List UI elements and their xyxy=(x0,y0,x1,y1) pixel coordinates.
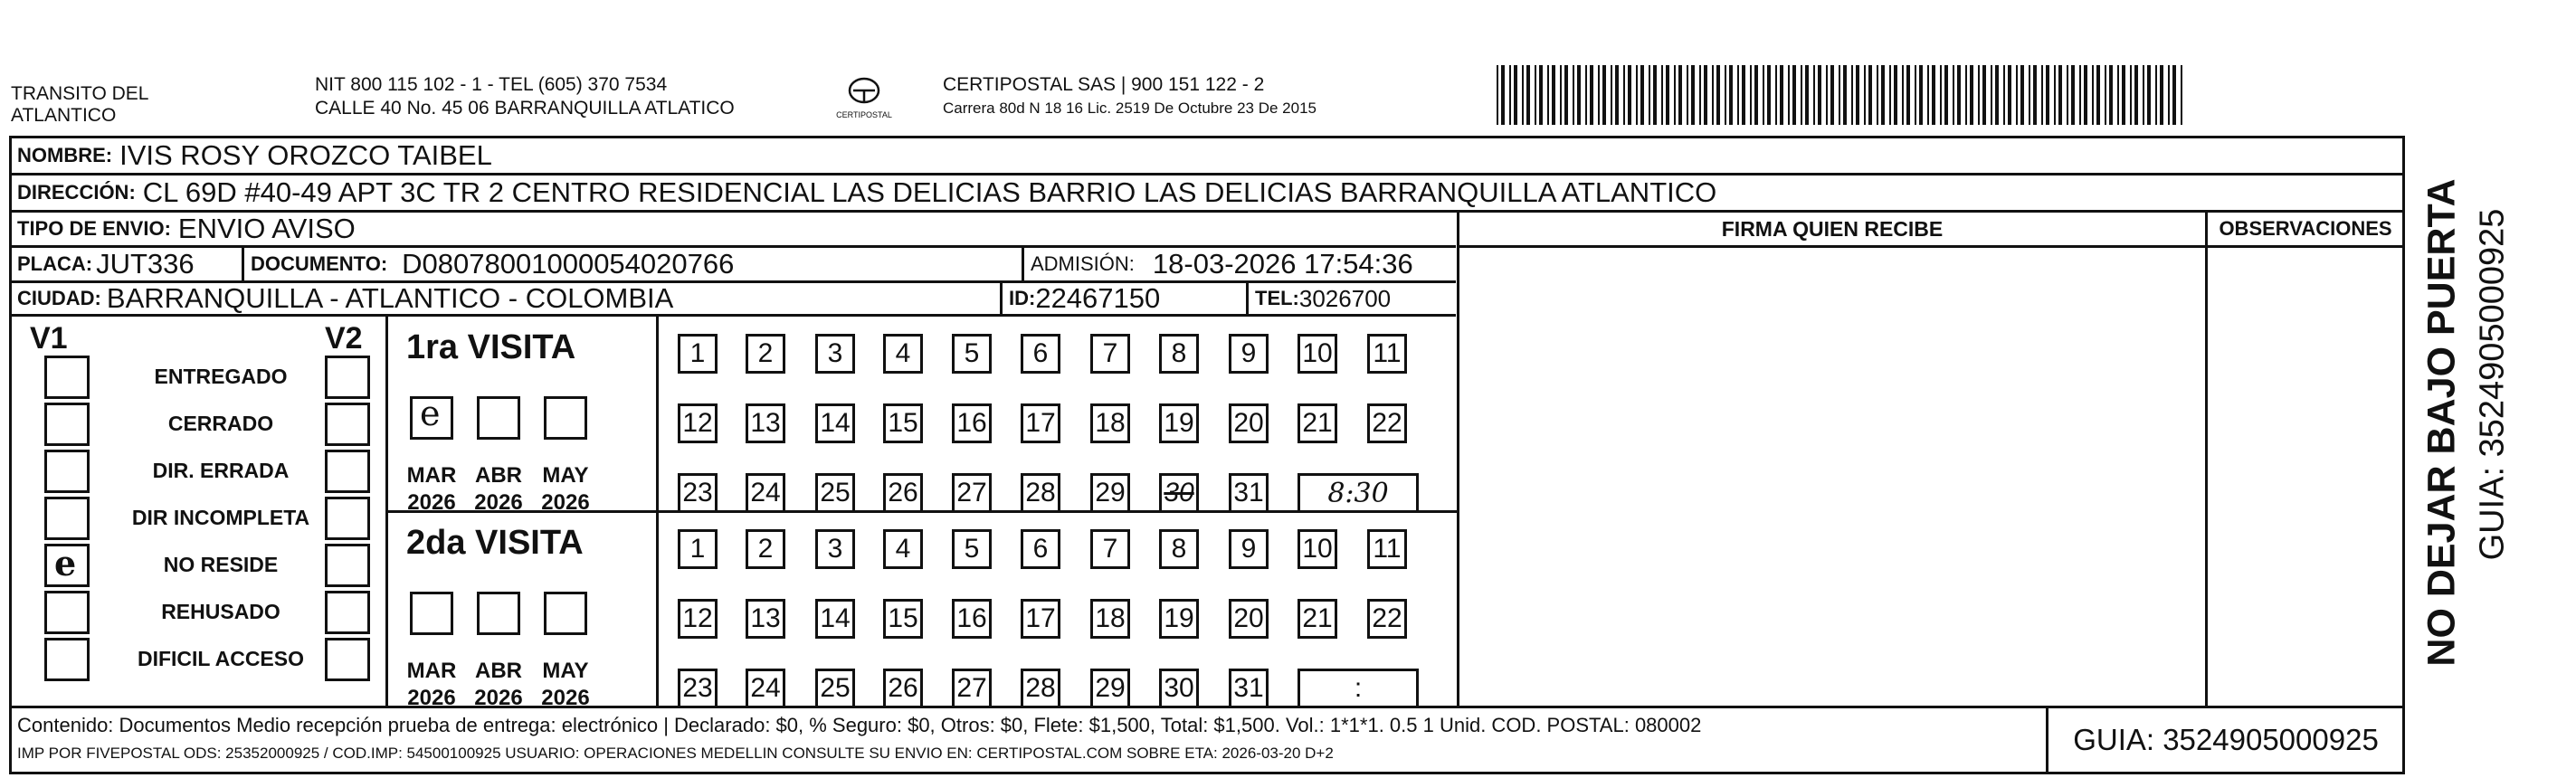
second-visit-day-box[interactable]: 2 xyxy=(746,529,785,569)
second-visit-month-checkbox[interactable] xyxy=(477,592,520,635)
first-visit-day-box[interactable]: 27 xyxy=(952,473,992,513)
footer-guia: GUIA: 3524905000925 xyxy=(2073,723,2379,756)
second-visit-day-box[interactable]: 27 xyxy=(952,669,992,708)
second-visit-day-box[interactable]: 5 xyxy=(952,529,992,569)
second-visit-day-box[interactable]: 7 xyxy=(1090,529,1130,569)
status-label: DIR. ERRADA xyxy=(152,459,290,482)
second-visit-day-box[interactable]: 31 xyxy=(1229,669,1269,708)
first-visit-day-box[interactable]: 21 xyxy=(1298,403,1337,443)
documento-value: D08078001000054020766 xyxy=(402,248,735,280)
first-visit-time-box[interactable]: 8:30 xyxy=(1298,473,1419,513)
observaciones-area[interactable] xyxy=(2209,248,2402,706)
month-year: 2026 xyxy=(407,686,456,710)
second-visit-month-checkbox[interactable] xyxy=(410,592,453,635)
status-label: DIFICIL ACCESO xyxy=(137,647,304,670)
first-visit-day-box[interactable]: 16 xyxy=(952,403,992,443)
status-label: REHUSADO xyxy=(161,600,280,623)
second-visit-day-box[interactable]: 14 xyxy=(815,599,855,639)
first-visit-day-box[interactable]: 11 xyxy=(1367,334,1407,374)
second-visit-day-box[interactable]: 18 xyxy=(1090,599,1130,639)
id-label: ID: xyxy=(1009,287,1036,309)
side-notice: NO DEJAR BAJO PUERTA xyxy=(2419,178,2464,667)
v1-checkbox[interactable] xyxy=(44,356,90,399)
tipo-row xyxy=(12,213,1456,245)
documento-label: DOCUMENTO: xyxy=(251,252,388,275)
certipostal-logo xyxy=(834,72,894,127)
first-visit-day-box[interactable]: 7 xyxy=(1090,334,1130,374)
v2-checkbox[interactable] xyxy=(325,356,370,399)
first-visit-day-box[interactable]: 1 xyxy=(678,334,718,374)
form-box xyxy=(9,136,2405,774)
first-visit-day-box[interactable]: 15 xyxy=(883,403,923,443)
direccion-row xyxy=(12,176,2402,210)
month-name: ABR xyxy=(475,463,522,488)
admision-cell xyxy=(1025,248,1456,280)
ciudad-label: CIUDAD: xyxy=(17,287,101,309)
v1-checkbox[interactable] xyxy=(44,591,90,634)
v2-label: V2 xyxy=(325,321,363,356)
first-visit-day-box[interactable]: 18 xyxy=(1090,403,1130,443)
status-label: CERRADO xyxy=(167,412,274,435)
v1-checkbox[interactable] xyxy=(44,544,90,587)
second-visit-day-box[interactable]: 24 xyxy=(746,669,785,708)
id-value: 22467150 xyxy=(1035,282,1161,314)
first-visit-month-checkbox[interactable] xyxy=(544,396,587,440)
v2-checkbox[interactable] xyxy=(325,591,370,634)
second-visit-time-box[interactable]: : xyxy=(1298,669,1419,708)
placa-cell xyxy=(12,248,238,280)
first-visit-day-box[interactable]: 8 xyxy=(1159,334,1199,374)
first-visit-day-box[interactable]: 3 xyxy=(815,334,855,374)
firma-area[interactable] xyxy=(1459,248,2205,706)
second-visit-day-box[interactable]: 25 xyxy=(815,669,855,708)
first-visit-day-box[interactable]: 20 xyxy=(1229,403,1269,443)
first-visit-day-box[interactable]: 2 xyxy=(746,334,785,374)
second-visit-day-box[interactable]: 3 xyxy=(815,529,855,569)
courier-name: CERTIPOSTAL SAS | 900 151 122 - 2 xyxy=(943,74,1265,95)
logo-text: CERTIPOSTAL xyxy=(836,110,892,119)
org-address: CALLE 40 No. 45 06 BARRANQUILLA ATLATICO xyxy=(315,98,735,119)
month-name: MAY xyxy=(542,659,589,683)
second-visit-day-box[interactable]: 20 xyxy=(1229,599,1269,639)
nombre-label: NOMBRE: xyxy=(17,144,113,166)
ciudad-cell xyxy=(12,283,998,314)
first-visit-month-label xyxy=(538,462,593,517)
first-visit-day-box[interactable]: 14 xyxy=(815,403,855,443)
status-label: ENTREGADO xyxy=(154,365,288,388)
tipo-value: ENVIO AVISO xyxy=(177,213,356,244)
first-visit-month-checkbox[interactable] xyxy=(410,396,453,440)
side-notice-wrap xyxy=(2410,165,2474,680)
v1-checkbox[interactable] xyxy=(44,638,90,681)
first-visit-day-box[interactable]: 25 xyxy=(815,473,855,513)
second-visit-day-box[interactable]: 30 xyxy=(1159,669,1199,708)
month-name: ABR xyxy=(475,659,522,683)
org-line-2: ATLANTICO xyxy=(11,105,117,126)
month-year: 2026 xyxy=(474,490,523,515)
first-visit-month-label xyxy=(404,462,459,517)
month-year: 2026 xyxy=(541,686,590,710)
documento-cell xyxy=(245,248,1005,280)
second-visit-day-box[interactable]: 15 xyxy=(883,599,923,639)
v2-checkbox[interactable] xyxy=(325,544,370,587)
first-visit-month-label xyxy=(471,462,526,517)
v1-checkbox[interactable] xyxy=(44,450,90,493)
second-visit-day-box[interactable]: 19 xyxy=(1159,599,1199,639)
v2-checkbox[interactable] xyxy=(325,450,370,493)
month-name: MAR xyxy=(406,463,457,488)
placa-value: JUT336 xyxy=(96,248,195,280)
direccion-label: DIRECCIÓN: xyxy=(17,181,136,204)
side-guia: GUIA: 3524905000925 xyxy=(2473,208,2512,561)
tel-label: TEL: xyxy=(1255,287,1299,309)
first-visit-month-checkbox[interactable] xyxy=(477,396,520,440)
first-visit-day-box[interactable]: 13 xyxy=(746,403,785,443)
status-label: NO RESIDE xyxy=(163,553,279,576)
v1-handwritten-mark: e xyxy=(54,543,77,584)
org-nit: NIT 800 115 102 - 1 - TEL (605) 370 7534 xyxy=(315,74,668,95)
month-year: 2026 xyxy=(541,490,590,515)
second-visit-month-label xyxy=(471,658,526,712)
month-name: MAY xyxy=(542,463,589,488)
second-visit-day-box[interactable]: 23 xyxy=(678,669,718,708)
courier-license: Carrera 80d N 18 16 Lic. 2519 De Octubre 23 De 2015 xyxy=(943,100,1317,117)
barcode-icon xyxy=(1495,65,2188,125)
admision-value: 18-03-2026 17:54:36 xyxy=(1152,248,1413,280)
org-name xyxy=(11,83,148,127)
first-visit-title: 1ra VISITA xyxy=(406,328,576,366)
first-visit-day-box[interactable]: 30 xyxy=(1159,473,1199,513)
second-visit-day-box[interactable]: 29 xyxy=(1090,669,1130,708)
second-visit-day-box[interactable]: 9 xyxy=(1229,529,1269,569)
v2-checkbox[interactable] xyxy=(325,403,370,446)
first-visit-day-box[interactable]: 26 xyxy=(883,473,923,513)
v1-checkbox[interactable] xyxy=(44,497,90,540)
direccion-value: CL 69D #40-49 APT 3C TR 2 CENTRO RESIDENCIAL LAS DELICIAS BARRIO LAS DELICIAS BARRANQUILLA ATLANTICO xyxy=(142,176,1717,208)
v2-checkbox[interactable] xyxy=(325,497,370,540)
org-line-1: TRANSITO DEL xyxy=(11,83,149,104)
admision-label: ADMISIÓN: xyxy=(1031,252,1135,275)
first-visit-day-box[interactable]: 28 xyxy=(1021,473,1060,513)
first-visit-day-box[interactable]: 22 xyxy=(1367,403,1407,443)
second-visit-day-box[interactable]: 1 xyxy=(678,529,718,569)
first-visit-day-box[interactable]: 9 xyxy=(1229,334,1269,374)
first-visit-day-box[interactable]: 10 xyxy=(1298,334,1337,374)
org-contact xyxy=(315,74,735,119)
second-visit-day-box[interactable]: 21 xyxy=(1298,599,1337,639)
firma-header: FIRMA QUIEN RECIBE xyxy=(1721,216,1944,241)
v2-checkbox[interactable] xyxy=(325,638,370,681)
second-visit-day-box[interactable]: 22 xyxy=(1367,599,1407,639)
tel-value: 3026700 xyxy=(1298,284,1392,312)
barcode xyxy=(1495,65,2188,125)
placa-label: PLACA: xyxy=(17,252,93,275)
first-visit-day-box[interactable]: 29 xyxy=(1090,473,1130,513)
first-visit-day-box[interactable]: 31 xyxy=(1229,473,1269,513)
second-visit-day-box[interactable]: 8 xyxy=(1159,529,1199,569)
id-cell xyxy=(1003,283,1248,314)
imp-text: IMP POR FIVEPOSTAL ODS: 25352000925 / COD.IMP: 54500100925 USUARIO: OPERACIONES MEDELLIN CONSULTE SU ENVIO EN: CERTIPOSTAL.COM SOBRE ETA: 2026-03-20 D+2 xyxy=(17,745,1334,762)
tipo-label: TIPO DE ENVIO: xyxy=(17,217,171,240)
second-visit-day-box[interactable]: 11 xyxy=(1367,529,1407,569)
second-visit-month-checkbox[interactable] xyxy=(544,592,587,635)
first-visit-day-box[interactable]: 12 xyxy=(678,403,718,443)
nombre-row xyxy=(12,138,2402,173)
ciudad-value: BARRANQUILLA - ATLANTICO - COLOMBIA xyxy=(106,282,674,314)
first-visit-day-box[interactable]: 5 xyxy=(952,334,992,374)
tel-cell xyxy=(1250,283,1456,314)
first-visit-day-box[interactable]: 23 xyxy=(678,473,718,513)
nombre-value: IVIS ROSY OROZCO TAIBEL xyxy=(119,139,492,171)
status-label: DIR INCOMPLETA xyxy=(131,506,310,529)
observaciones-header: OBSERVACIONES xyxy=(2219,217,2392,240)
second-visit-day-box[interactable]: 12 xyxy=(678,599,718,639)
second-visit-month-label xyxy=(538,658,593,712)
second-visit-day-box[interactable]: 17 xyxy=(1021,599,1060,639)
second-visit-day-box[interactable]: 13 xyxy=(746,599,785,639)
first-visit-day-box[interactable]: 17 xyxy=(1021,403,1060,443)
second-visit-day-box[interactable]: 26 xyxy=(883,669,923,708)
second-visit-title: 2da VISITA xyxy=(406,524,584,562)
second-visit-day-box[interactable]: 4 xyxy=(883,529,923,569)
v1-label: V1 xyxy=(30,321,68,356)
month-name: MAR xyxy=(406,659,457,683)
first-visit-day-box[interactable]: 24 xyxy=(746,473,785,513)
courier-info xyxy=(943,74,1317,119)
contenido-text: Contenido: Documentos Medio recepción prueba de entrega: electrónico | Declarado: $0, % Seguro: $0, Otros: $0, Flete: $1,500, Total: $1,500. Vol.: 1*1*1. 0.5 1 Unid. COD. POSTAL: 080002 xyxy=(17,714,1702,736)
second-visit-day-box[interactable]: 10 xyxy=(1298,529,1337,569)
first-visit-day-box[interactable]: 19 xyxy=(1159,403,1199,443)
month-year: 2026 xyxy=(474,686,523,710)
second-visit-day-box[interactable]: 16 xyxy=(952,599,992,639)
second-visit-month-label xyxy=(404,658,459,712)
side-guia-wrap xyxy=(2467,181,2519,588)
v1-checkbox[interactable] xyxy=(44,403,90,446)
first-visit-month-mark: e xyxy=(420,394,441,433)
month-year: 2026 xyxy=(407,490,456,515)
first-visit-day-box[interactable]: 4 xyxy=(883,334,923,374)
second-visit-day-box[interactable]: 28 xyxy=(1021,669,1060,708)
first-visit-day-box[interactable]: 6 xyxy=(1021,334,1060,374)
second-visit-day-box[interactable]: 6 xyxy=(1021,529,1060,569)
